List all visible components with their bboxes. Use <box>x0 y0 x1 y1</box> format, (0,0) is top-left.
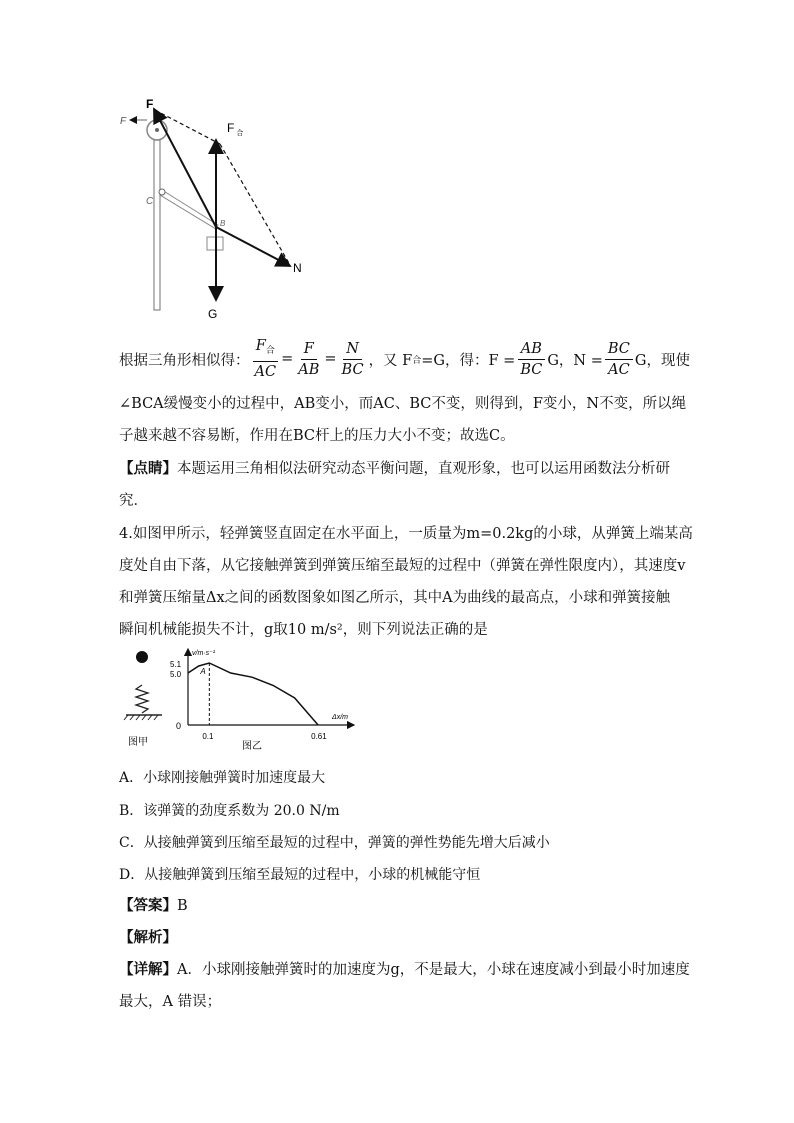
answer-line <box>119 894 188 915</box>
y-tick-5-1: 5.1 <box>170 660 182 669</box>
comment-line: 【点睛】本题运用三角相似法研究动态平衡问题，直观形象，也可以运用函数法分析研 <box>119 460 670 477</box>
question-4-line-4: 瞬间机械能损失不计，g取10 m/s²，则下列说法正确的是 <box>119 622 488 638</box>
detail-line-2: 最大，A 错误； <box>119 994 222 1010</box>
fraction-ab-bc: $\frac{AB}{BC}$ <box>517 339 545 380</box>
answer-value: B <box>177 898 188 914</box>
fraction-bc-ac: $\frac{BC}{AC}$ <box>605 339 633 380</box>
label-c: C <box>146 196 154 207</box>
fraction-f-ab: $\frac{F}{AB}$ <box>298 340 320 378</box>
comment-tag: 【点睛】 <box>119 460 177 477</box>
analysis-tag: 【解析】 <box>119 929 177 946</box>
label-n: N <box>293 261 302 275</box>
fig-jia-label: 图甲 <box>128 737 148 748</box>
rod-bc <box>160 190 218 229</box>
force-n-arrow <box>216 227 290 266</box>
y-tick-0: 0 <box>176 721 182 731</box>
detail-tag: 【详解】 <box>119 961 177 978</box>
x-tick-label-1: 0.61 <box>311 732 327 741</box>
force-diagram <box>110 92 310 324</box>
spring <box>136 685 148 713</box>
detail-line: 【详解】A．小球刚接触弹簧时的加速度为g，不是最大，小球在速度减小到最小时加速度 <box>119 961 690 978</box>
option-b[interactable]: B．该弹簧的劲度系数为 20.0 N/m <box>119 803 340 819</box>
question-4-line-3: 和弹簧压缩量Δx之间的函数图象如图乙所示，其中A为曲线的最高点，小球和弹簧接触 <box>119 590 671 606</box>
option-a[interactable]: A．小球刚接触弹簧时加速度最大 <box>119 770 326 786</box>
label-f-combined: F $_合$ <box>227 121 244 137</box>
fig-yi-label: 图乙 <box>242 741 262 752</box>
label-f-small: F <box>120 116 127 127</box>
x-tick-label-0: 0.1 <box>202 732 214 741</box>
text-line-2: ∠BCA缓慢变小的过程中，AB变小，而AC、BC不变，则得到，F变小，N不变，所以绳 <box>119 396 687 412</box>
y-tick-5-0: 5.0 <box>170 670 182 679</box>
option-c[interactable]: C．从接触弹簧到压缩至最短的过程中，弹簧的弹性势能先增大后减小 <box>119 835 550 851</box>
label-f-top: F <box>146 97 154 111</box>
fraction-fhe-ac: $\frac{F_合}{AC}$ <box>254 338 277 380</box>
label-g: G <box>208 307 218 321</box>
question-4-line-1: 4.如图甲所示，轻弹簧竖直固定在水平面上，一质量为m=0.2kg的小球，从弹簧上端某高 <box>119 526 693 542</box>
option-d[interactable]: D．从接触弹簧到压缩至最短的过程中，小球的机械能守恒 <box>119 867 481 883</box>
peak-point-label: A <box>200 667 206 676</box>
vertical-rod <box>154 140 160 310</box>
question-4-line-2: 度处自由下落，从它接触弹簧到弹簧压缩至最短的过程中（弹簧在弹性限度内），其速度v <box>119 558 686 574</box>
label-b: B <box>220 219 226 228</box>
fraction-n-bc: $\frac{N}{BC}$ <box>341 340 364 378</box>
answer-tag: 【答案】 <box>119 897 177 914</box>
x-axis-label: Δx/m <box>332 714 348 721</box>
y-axis-label: v/m·s⁻¹ <box>192 650 216 657</box>
similarity-equation-line: 根据三角形相似得： $\frac{F_合}{AC}$ = $\frac{F}{AB}$ = $\frac{N}{BC}$ ，又 F 合 =G，得：F = $\frac{AB}{BC}$ G，N = $\frac{BC}{AC}$ G，现使 <box>119 338 690 380</box>
velocity-curve <box>188 663 318 725</box>
spring-graph-figure <box>118 645 358 755</box>
comment-line-2: 究． <box>119 493 148 509</box>
ball <box>136 651 148 663</box>
text-line-3: 子越来越不容易断，作用在BC杆上的压力大小不变；故选C。 <box>119 428 515 444</box>
